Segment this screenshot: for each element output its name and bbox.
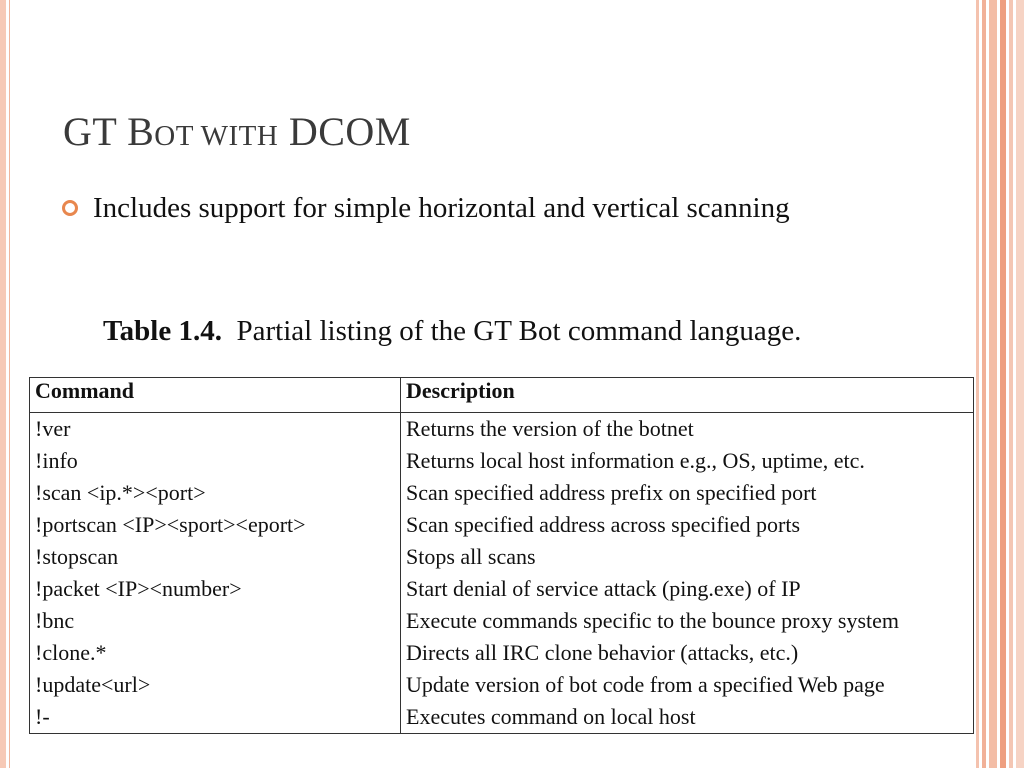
slide-title: GT BOT WITH DCOM — [63, 109, 411, 154]
command-cell: !ver — [30, 413, 401, 446]
table-row — [30, 637, 974, 669]
table-row — [30, 541, 974, 573]
table-row — [30, 701, 974, 734]
table-row — [30, 605, 974, 637]
description-cell: Start denial of service attack (ping.exe) of IP — [401, 573, 974, 605]
description-cell: Execute commands specific to the bounce proxy system — [401, 605, 974, 637]
command-cell: !clone.* — [30, 637, 401, 669]
left-decor-line — [9, 0, 10, 768]
description-cell: Scan specified address across specified ports — [401, 509, 974, 541]
table-row — [30, 413, 974, 446]
header-command: Command — [30, 378, 401, 413]
table-caption — [103, 315, 801, 348]
table-row — [30, 477, 974, 509]
bullet-icon — [62, 200, 78, 216]
description-cell: Stops all scans — [401, 541, 974, 573]
description-cell: Scan specified address prefix on specified port — [401, 477, 974, 509]
bullet-text: Includes support for simple horizontal and vertical scanning — [93, 192, 790, 224]
command-cell: !portscan <IP><sport><eport> — [30, 509, 401, 541]
header-description: Description — [401, 378, 974, 413]
table-row — [30, 573, 974, 605]
table-row — [30, 669, 974, 701]
right-decor-stripes — [976, 0, 1024, 768]
description-cell: Returns the version of the botnet — [401, 413, 974, 446]
command-table — [29, 377, 974, 734]
left-decor-bar — [0, 0, 6, 768]
description-cell: Executes command on local host — [401, 701, 974, 734]
description-cell: Update version of bot code from a specified Web page — [401, 669, 974, 701]
command-cell: !- — [30, 701, 401, 734]
command-cell: !update<url> — [30, 669, 401, 701]
command-cell: !bnc — [30, 605, 401, 637]
command-cell: !packet <IP><number> — [30, 573, 401, 605]
table-row — [30, 445, 974, 477]
description-cell: Directs all IRC clone behavior (attacks, etc.) — [401, 637, 974, 669]
caption-text: Partial listing of the GT Bot command language. — [236, 315, 802, 347]
table-row — [30, 509, 974, 541]
command-cell: !info — [30, 445, 401, 477]
description-cell: Returns local host information e.g., OS, uptime, etc. — [401, 445, 974, 477]
command-cell: !stopscan — [30, 541, 401, 573]
table-header-row — [30, 378, 974, 413]
command-cell: !scan <ip.*><port> — [30, 477, 401, 509]
caption-label: Table 1.4. — [103, 315, 222, 347]
